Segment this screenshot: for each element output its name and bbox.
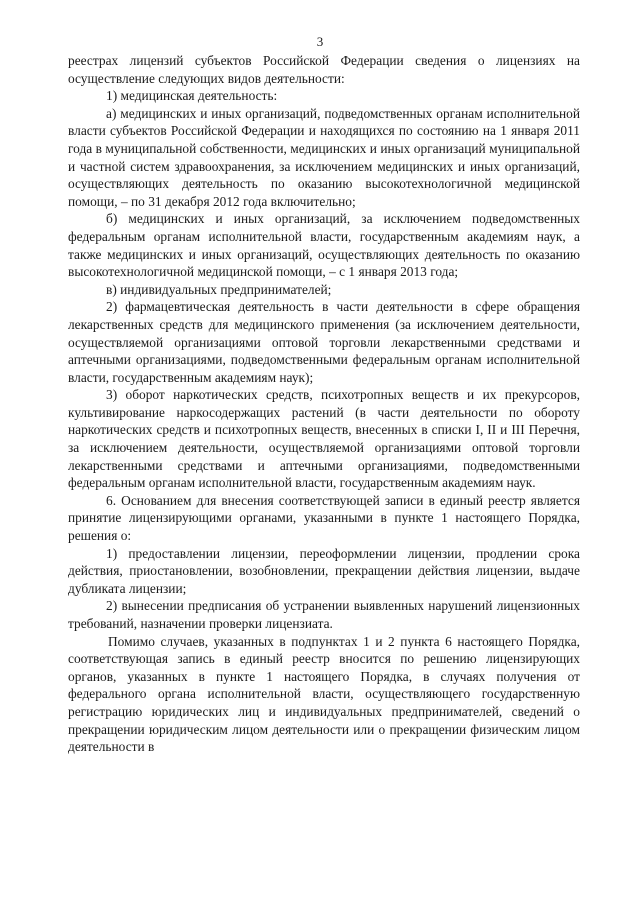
paragraph-additional-cases: Помимо случаев, указанных в подпунктах 1 и 2 пункта 6 настоящего Порядка, соответствующая запись в единый реестр вносится по решению лицензирующих органов, указанных в пункте 1 настоящего Порядка, в случаях получения от федерального органа исполнительной власти, осуществляющего государственную регистрацию юридических лиц и индивидуальных предпринимателей, сведений о прекращении юридическим лицом деятельности или о прекращении физическим лицом деятельности в xyxy=(68,633,580,755)
paragraph-item-1-medical: 1) медицинская деятельность: xyxy=(106,88,278,104)
paragraph-subitem-v: в) индивидуальных предпринимателей; xyxy=(106,281,332,297)
paragraph-section-6-item-2: 2) вынесении предписания об устранении выявленных нарушений лицензионных требований, назначении проверки лицензиата. xyxy=(68,598,580,631)
paragraph-subitem-b: б) медицинских и иных организаций, за исключением подведомственных федеральным органам исполнительной власти, государственным академиям наук, а также медицинских и иных организаций, осуществляющих деятельность по оказанию высокотехнологичной медицинской помощи, – с 1 января 2013 года; xyxy=(68,211,580,280)
paragraph-section-6: 6. Основанием для внесения соответствующей записи в единый реестр является принятие лицензирующими органами, указанными в пункте 1 настоящего Порядка, решения о: xyxy=(68,492,580,544)
paragraph-subitem-a: а) медицинских и иных организаций, подведомственных органам исполнительной власти субъектов Российской Федерации и находящихся по состоянию на 1 января 2011 года в муниципальной собственности, медицинских и иных организаций муниципальной и частной систем здравоохранения, за исключением медицинских и иных организаций, осуществляющих деятельность по оказанию высокотехнологичной медицинской помощи, – по 31 декабря 2012 года включительно; xyxy=(68,105,580,209)
paragraph-item-3-narcotics: 3) оборот наркотических средств, психотропных веществ и их прекурсоров, культивирование наркосодержащих растений (в части деятельности по обороту наркотических средств и психотропных веществ, внесенных в списки I, II и III Перечня, за исключением деятельности, осуществляемой организациями оптовой торговли лекарственными средствами и аптечными организациями, подведомственными федеральным органам исполнительной власти, государственным академиям наук. xyxy=(68,387,580,491)
document-body xyxy=(68,52,580,756)
paragraph-section-6-item-1: 1) предоставлении лицензии, переоформлении лицензии, продлении срока действия, приостановлении, возобновлении, прекращении действия лицензии, выдаче дубликата лицензии; xyxy=(68,545,580,596)
page-number: 3 xyxy=(316,34,324,49)
paragraph-item-2-pharmaceutical: 2) фармацевтическая деятельность в части деятельности в сфере обращения лекарственных средств для медицинского применения (за исключением деятельности, осуществляемой организациями оптовой торговли лекарственными средствами и аптечными организациями, подведомственными федеральным органам исполнительной власти, государственным академиям наук); xyxy=(68,299,580,385)
paragraph-continuation: реестрах лицензий субъектов Российской Федерации сведения о лицензиях на осуществление следующих видов деятельности: xyxy=(68,53,580,86)
